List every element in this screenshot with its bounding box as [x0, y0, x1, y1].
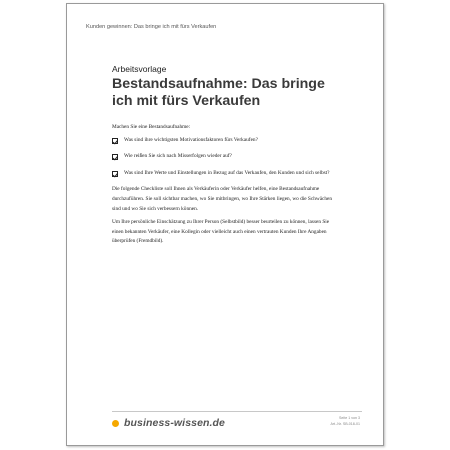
document-kicker: Arbeitsvorlage	[112, 64, 167, 74]
body-paragraph: Um Ihre persönliche Einschätzung zu Ihrer Person (Selbstbild) besser beurteilen zu können, lassen Sie einen bekannten Verkäufer, eine Kollegin oder vielleicht auch einen vertrauten Kunden Ihre Angaben überprüfen (Fremdbild).	[112, 219, 330, 245]
checkbox-checked-icon	[112, 138, 118, 144]
intro-text: Machen Sie eine Bestandsaufnahme:	[112, 124, 191, 130]
checklist-item	[112, 152, 337, 162]
document-title: Bestandsaufnahme: Das bringe ich mit fürs Verkaufen	[112, 76, 325, 109]
checklist-item-text: Wie reißen Sie sich nach Misserfolgen wieder auf?	[124, 153, 232, 160]
document-body	[112, 123, 337, 251]
checklist-item	[112, 169, 337, 179]
checklist-item-text: Was sind Ihre Werte und Einstellungen in Bezug auf das Verkaufen, den Kunden und sich selbst?	[124, 169, 330, 176]
checkbox-checked-icon	[112, 171, 118, 177]
running-head: Kunden gewinnen: Das bringe ich mit fürs Verkaufen	[86, 24, 217, 30]
checklist-item-text: Was sind ihre wichtigsten Motivationsfaktoren fürs Verkaufen?	[124, 136, 258, 143]
checklist-item	[112, 136, 337, 146]
checklist	[112, 136, 337, 179]
brand-name: business-wissen.de	[124, 417, 226, 429]
body-paragraph: Die folgende Checkliste soll Ihnen als Verkäuferin oder Verkäufer helfen, eine Bestandsaufnahme durchzuführen. Sie soll sichtbar machen, wo Sie mitbringen, wo Ihre Stärken liegen, wo die Schwächen sind und wo Sie sich verbessern können.	[112, 186, 333, 212]
brand-logo	[112, 417, 225, 429]
checkbox-checked-icon	[112, 154, 118, 160]
page-number: Seite 1 von 3	[339, 416, 360, 420]
footer-divider	[112, 411, 362, 412]
footer-meta	[330, 415, 360, 427]
document-page	[66, 3, 384, 446]
article-number: Art.-Nr. SB-018-01	[330, 422, 360, 426]
brand-dot-icon	[112, 420, 119, 427]
